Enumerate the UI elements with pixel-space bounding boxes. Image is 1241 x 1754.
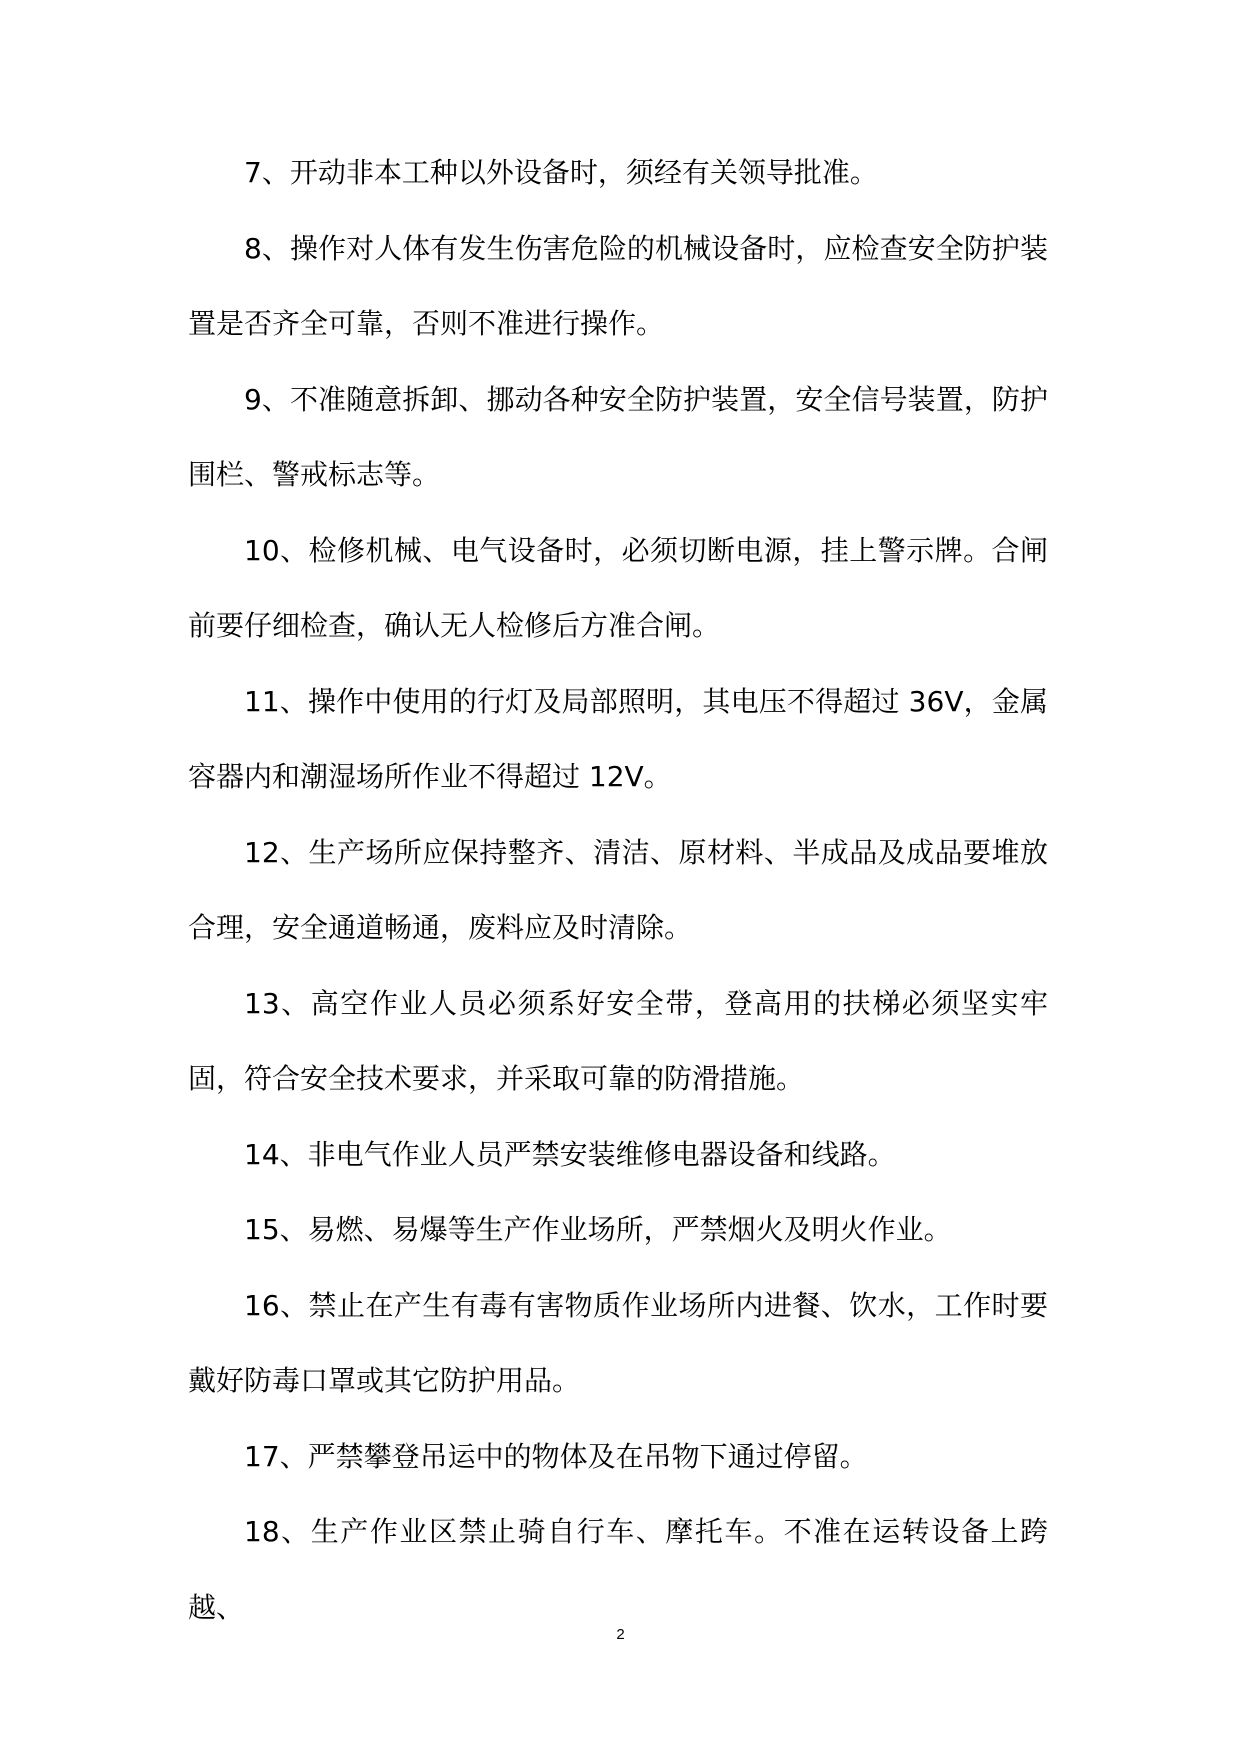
paragraph-rule-14: 14、非电气作业人员严禁安装维修电器设备和线路。 [244,1137,896,1171]
paragraph-rule-13: 13、高空作业人员必须系好安全带，登高用的扶梯必须坚实牢固，符合安全技术要求，并采取可靠的防滑措施。 [188,986,1048,1095]
paragraph-rule-15: 15、易燃、易爆等生产作业场所，严禁烟火及明火作业。 [244,1213,952,1246]
paragraph-rule-16: 16、禁止在产生有毒有害物质作业场所内进餐、饮水，工作时要戴好防毒口罩或其它防护用品。 [188,1288,1048,1397]
paragraph-rule-7: 7、开动非本工种以外设备时，须经有关领导批准。 [244,156,878,189]
paragraph-rule-12: 12、生产场所应保持整齐、清洁、原材料、半成品及成品要堆放合理，安全通道畅通，废料应及时清除。 [188,835,1048,944]
paragraph-rule-11: 11、操作中使用的行灯及局部照明，其电压不得超过 36V，金属容器内和潮湿场所作业不得超过 12V。 [188,684,1048,793]
paragraph-rule-18: 18、生产作业区禁止骑自行车、摩托车。不准在运转设备上跨越、 [188,1515,1048,1624]
paragraph-rule-17: 17、严禁攀登吊运中的物体及在吊物下通过停留。 [244,1439,868,1473]
paragraph-rule-9: 9、不准随意拆卸、挪动各种安全防护装置，安全信号装置，防护围栏、警戒标志等。 [188,382,1048,491]
paragraph-rule-8: 8、操作对人体有发生伤害危险的机械设备时，应检查安全防护装置是否齐全可靠，否则不准进行操作。 [188,231,1048,340]
paragraph-rule-10: 10、检修机械、电气设备时，必须切断电源，挂上警示牌。合闸前要仔细检查，确认无人检修后方准合闸。 [188,533,1048,642]
body-text [188,135,1048,1645]
page-number: 2 [616,1626,625,1643]
